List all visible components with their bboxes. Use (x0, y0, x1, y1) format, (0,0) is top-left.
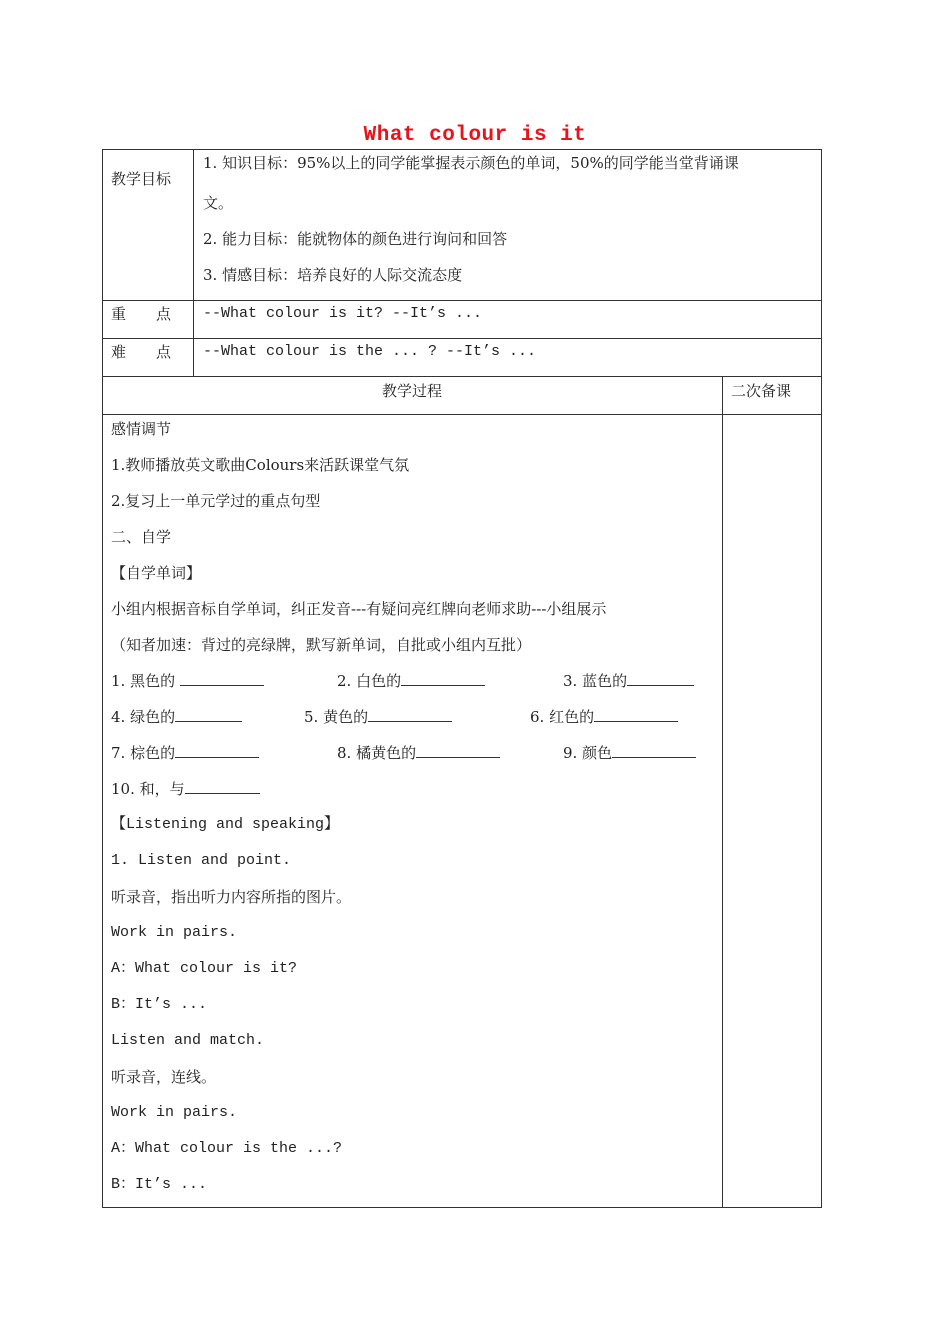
objective-knowledge-cont: 文。 (203, 194, 234, 212)
page-title: What colour is it (363, 124, 587, 147)
step-review: 2.复习上一单元学过的重点句型 (111, 492, 321, 510)
step-song: 1.教师播放英文歌曲Colours来活跃课堂气氛 (111, 456, 410, 474)
pair-work-1: Work in pairs. (111, 924, 238, 941)
difficulties-label: 难 点 (111, 343, 172, 361)
key-points-label: 重 点 (111, 305, 172, 323)
word-item: 10. 和，与 (111, 779, 260, 799)
listen-point: 1. Listen and point. (111, 852, 292, 869)
listen-match: Listen and match. (111, 1032, 265, 1049)
word-item: 9. 颜色 (563, 743, 696, 763)
pair-work-2: Work in pairs. (111, 1104, 238, 1121)
word-item: 1. 黑色的 (111, 671, 264, 691)
listen-point-cn: 听录音，指出听力内容所指的图片。 (111, 888, 352, 906)
notes-header: 二次备课 (731, 382, 792, 400)
listening-heading: 【Listening and speaking】 (111, 816, 340, 833)
objective-ability: 2. 能力目标：能就物体的颜色进行询问和回答 (203, 230, 508, 248)
word-item: 5. 黄色的 (304, 707, 452, 727)
group-instruction: 小组内根据音标自学单词，纠正发音---有疑问亮红牌向老师求助---小组展示 (111, 600, 607, 618)
word-item: 7. 棕色的 (111, 743, 259, 763)
word-item: 3. 蓝色的 (563, 671, 694, 691)
section-emotion: 感情调节 (111, 420, 172, 438)
word-item: 6. 红色的 (530, 707, 678, 727)
section-self-study: 二、自学 (111, 528, 172, 546)
objectives-label: 教学目标 (111, 170, 172, 188)
objective-emotion: 3. 情感目标：培养良好的人际交流态度 (203, 266, 463, 284)
dialogue-a2: A：What colour is the ...? (111, 1140, 343, 1157)
dialogue-b2: B：It’s ... (111, 1176, 208, 1193)
difficulties-text: --What colour is the ... ? --It’s ... (203, 343, 537, 360)
word-item: 2. 白色的 (337, 671, 485, 691)
key-points-text: --What colour is it? --It’s ... (203, 305, 483, 322)
process-header: 教学过程 (381, 382, 442, 400)
self-study-words-heading: 【自学单词】 (111, 564, 202, 582)
dialogue-b1: B：It’s ... (111, 996, 208, 1013)
objective-knowledge: 1. 知识目标：95%以上的同学能掌握表示颜色的单词，50%的同学能当堂背诵课 (203, 154, 739, 172)
word-item: 4. 绿色的 (111, 707, 242, 727)
advanced-instruction: （知者加速：背过的亮绿牌，默写新单词，自批或小组内互批） (111, 636, 532, 654)
listen-match-cn: 听录音，连线。 (111, 1068, 217, 1086)
dialogue-a1: A：What colour is it? (111, 960, 298, 977)
word-item: 8. 橘黄色的 (337, 743, 500, 763)
